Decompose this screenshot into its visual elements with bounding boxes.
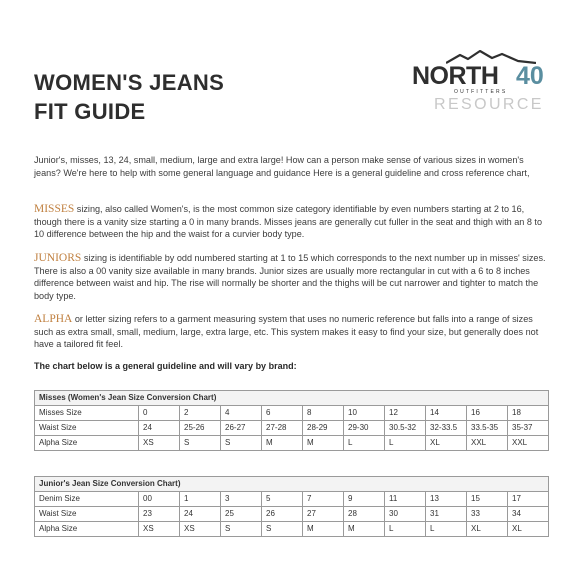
- table-cell: XS: [180, 522, 221, 537]
- alpha-keyword: ALPHA: [34, 313, 73, 325]
- table-cell: 11: [385, 492, 426, 507]
- table-cell: 31: [426, 507, 467, 522]
- misses-size-table: [34, 390, 549, 451]
- table-cell: XL: [426, 436, 467, 451]
- table-cell: L: [344, 436, 385, 451]
- table-cell: 8: [303, 406, 344, 421]
- intro-paragraph: Junior's, misses, 13, 24, small, medium, large and extra large! How can a person make sense of various sizes in women's jeans? We're here to help with some general language and guidance Here is a general guideline and cross reference chart,: [34, 155, 530, 178]
- north40-logo: [410, 50, 542, 120]
- table-cell: 34: [508, 507, 549, 522]
- table-row: [35, 507, 549, 522]
- table-cell: 28-29: [303, 421, 344, 436]
- table-cell: 23: [139, 507, 180, 522]
- table-cell: XXL: [467, 436, 508, 451]
- table-cell: 26-27: [221, 421, 262, 436]
- table-title: Misses (Women's Jean Size Conversion Chart): [35, 391, 549, 406]
- table-cell: 33: [467, 507, 508, 522]
- table-cell: 33.5-35: [467, 421, 508, 436]
- row-label: Waist Size: [35, 507, 139, 522]
- table-cell: M: [303, 522, 344, 537]
- juniors-keyword: JUNIORS: [34, 252, 82, 264]
- table-cell: L: [385, 436, 426, 451]
- row-label: Denim Size: [35, 492, 139, 507]
- table-cell: XS: [139, 522, 180, 537]
- table-cell: 3: [221, 492, 262, 507]
- table-cell: 9: [344, 492, 385, 507]
- table-cell: 32-33.5: [426, 421, 467, 436]
- table-cell: M: [303, 436, 344, 451]
- juniors-text: sizing is identifiable by odd numbered starting at 1 to 15 which corresponds to the next number up in misses' sizes. There is also a 00 vanity size available in many brands. Junior sizes are usually more rectangular in cut with a 6 to 8 inches difference between waist and hip. The rise will normally be shorter and the thighs will be cut narrower and tighter to match the body type.: [34, 253, 546, 301]
- table-cell: 18: [508, 406, 549, 421]
- table-cell: L: [426, 522, 467, 537]
- table-row: [35, 492, 549, 507]
- table-cell: 12: [385, 406, 426, 421]
- table-cell: S: [221, 522, 262, 537]
- alpha-text: or letter sizing refers to a garment measuring system that uses no numeric reference but falls into a range of sizes such as extra small, small, medium, large, extra large, etc. This system makes it easy to find your size, but generally does not have a tailored fit feel.: [34, 314, 539, 350]
- table-cell: 4: [221, 406, 262, 421]
- table-cell: 24: [139, 421, 180, 436]
- misses-paragraph: [34, 203, 548, 241]
- table-cell: 00: [139, 492, 180, 507]
- table-row: [35, 421, 549, 436]
- table-row: [35, 406, 549, 421]
- table-cell: S: [262, 522, 303, 537]
- table-cell: 0: [139, 406, 180, 421]
- table-cell: 27: [303, 507, 344, 522]
- table-cell: M: [262, 436, 303, 451]
- table-cell: 24: [180, 507, 221, 522]
- table-cell: S: [180, 436, 221, 451]
- table-cell: M: [344, 522, 385, 537]
- page-title-line-2: FIT GUIDE: [34, 99, 146, 124]
- page-title: [34, 68, 224, 126]
- alpha-paragraph: [34, 313, 548, 351]
- table-cell: 26: [262, 507, 303, 522]
- table-title-row: [35, 477, 549, 492]
- table-row: [35, 436, 549, 451]
- row-label: Alpha Size: [35, 522, 139, 537]
- table-cell: 27-28: [262, 421, 303, 436]
- table-cell: L: [385, 522, 426, 537]
- table-cell: S: [221, 436, 262, 451]
- logo-wordmark: NORTH: [412, 62, 499, 90]
- table-cell: 16: [467, 406, 508, 421]
- table-title-row: [35, 391, 549, 406]
- misses-text: sizing, also called Women's, is the most common size category identifiable by even numbers starting at 2 to 16, though there is a vanity size starting a 0 in many brands. Misses jeans are generally cut fuller in the seat and thigh with an 8 to 10 difference between the hip and the waist for a curvier body type.: [34, 204, 543, 240]
- table-cell: 28: [344, 507, 385, 522]
- table-cell: XL: [508, 522, 549, 537]
- table-cell: 29-30: [344, 421, 385, 436]
- table-cell: XL: [467, 522, 508, 537]
- table-cell: 5: [262, 492, 303, 507]
- table-cell: 30: [385, 507, 426, 522]
- table-title: Junior's Jean Size Conversion Chart): [35, 477, 549, 492]
- table-cell: 17: [508, 492, 549, 507]
- table-cell: 10: [344, 406, 385, 421]
- misses-keyword: MISSES: [34, 203, 75, 215]
- juniors-size-table: [34, 476, 549, 537]
- table-cell: 15: [467, 492, 508, 507]
- table-cell: 30.5-32: [385, 421, 426, 436]
- juniors-paragraph: [34, 252, 548, 302]
- table-cell: 25: [221, 507, 262, 522]
- logo-resource: RESOURCE: [434, 96, 544, 113]
- table-cell: 1: [180, 492, 221, 507]
- logo-number: 40: [516, 62, 544, 90]
- row-label: Waist Size: [35, 421, 139, 436]
- table-cell: 14: [426, 406, 467, 421]
- row-label: Alpha Size: [35, 436, 139, 451]
- page-title-line-1: WOMEN'S JEANS: [34, 70, 225, 95]
- table-row: [35, 522, 549, 537]
- logo-subline: OUTFITTERS: [454, 89, 508, 95]
- table-cell: 6: [262, 406, 303, 421]
- chart-note: The chart below is a general guideline and will vary by brand:: [34, 361, 297, 371]
- table-cell: 35-37: [508, 421, 549, 436]
- table-cell: 13: [426, 492, 467, 507]
- table-cell: XXL: [508, 436, 549, 451]
- table-cell: 7: [303, 492, 344, 507]
- row-label: Misses Size: [35, 406, 139, 421]
- table-cell: 25-26: [180, 421, 221, 436]
- table-cell: XS: [139, 436, 180, 451]
- table-cell: 2: [180, 406, 221, 421]
